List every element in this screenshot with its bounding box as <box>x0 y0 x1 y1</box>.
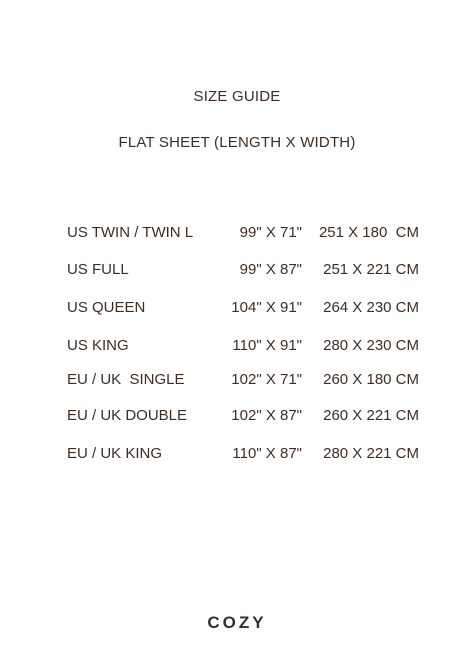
size-name: EU / UK KING <box>67 445 163 462</box>
size-name: US KING <box>67 337 129 354</box>
size-row <box>0 406 474 426</box>
size-inches: 104" X 91" <box>231 299 302 316</box>
size-name: US QUEEN <box>67 299 146 316</box>
page-subtitle: FLAT SHEET (LENGTH X WIDTH) <box>118 134 356 151</box>
size-cm: 264 X 230 CM <box>323 299 419 316</box>
size-row <box>0 298 474 318</box>
size-row <box>0 370 474 390</box>
size-name: US FULL <box>67 261 129 278</box>
size-row <box>0 260 474 280</box>
size-row <box>0 444 474 464</box>
size-name: US TWIN / TWIN L <box>67 224 194 241</box>
size-inches: 102" X 71" <box>231 371 302 388</box>
size-cm: 251 X 221 CM <box>323 261 419 278</box>
size-inches: 110" X 87" <box>232 445 302 462</box>
size-inches: 110" X 91" <box>232 337 302 354</box>
size-cm: 251 X 180 CM <box>318 224 419 241</box>
size-cm: 280 X 221 CM <box>323 445 419 462</box>
size-row <box>0 336 474 356</box>
size-name: EU / UK DOUBLE <box>67 407 188 424</box>
size-row <box>0 223 474 243</box>
size-name: EU / UK SINGLE <box>67 371 185 388</box>
size-cm: 260 X 180 CM <box>323 371 419 388</box>
size-inches: 99" X 71" <box>239 224 302 241</box>
size-cm: 280 X 230 CM <box>323 337 419 354</box>
size-inches: 102" X 87" <box>231 407 302 424</box>
size-inches: 99" X 87" <box>239 261 302 278</box>
size-cm: 260 X 221 CM <box>323 407 419 424</box>
brand-logo: COZY <box>207 613 267 632</box>
page-title: SIZE GUIDE <box>193 88 281 105</box>
